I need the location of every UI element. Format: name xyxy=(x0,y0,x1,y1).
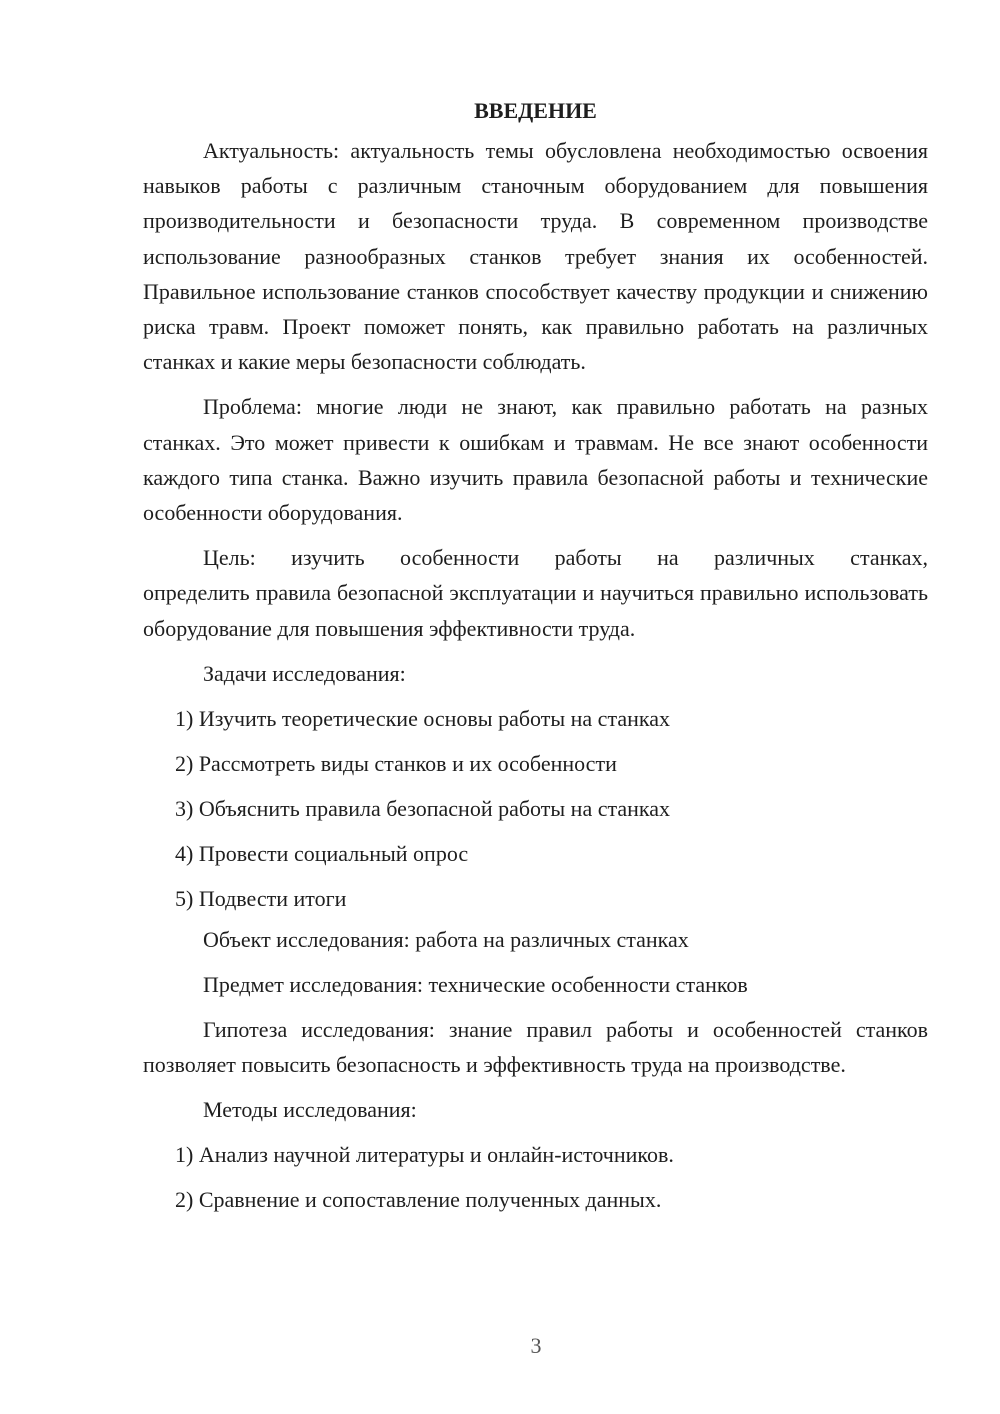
relevance-paragraph: Актуальность: актуальность темы обусловлена необходимостью освоения навыков работы с различным станочным оборудованием для повышения производительности и безопасности труда. В современном производстве использование разнообразных станков требует знания их особенностей. Правильное использование станков способствует качеству продукции и снижению риска травм. Проект поможет понять, как правильно работать на различных станках и какие меры безопасности соблюдать. xyxy=(143,138,928,375)
problem-paragraph: Проблема: многие люди не знают, как правильно работать на разных станках. Это может привести к ошибкам и травмам. Не все знают особенности каждого типа станка. Важно изучить правила безопасной работы и технические особенности оборудования. xyxy=(143,394,928,526)
goal-first-line: Цель: изучить особенности работы на различных станках, xyxy=(203,545,928,571)
subject-line: Предмет исследования: технические особенности станков xyxy=(203,971,748,997)
list-item: 3) Объяснить правила безопасной работы на станках xyxy=(175,795,671,821)
tasks-title: Задачи исследования: xyxy=(203,660,406,686)
goal-rest: определить правила безопасной эксплуатации и научиться правильно использовать оборудование для повышения эффективности труда. xyxy=(143,580,928,641)
methods-title: Методы исследования: xyxy=(203,1097,417,1123)
list-item: 1) Изучить теоретические основы работы на станках xyxy=(175,705,670,731)
list-item: 1) Анализ научной литературы и онлайн-источников. xyxy=(175,1142,674,1168)
list-item: 4) Провести социальный опрос xyxy=(175,840,469,866)
document-page xyxy=(143,97,928,1227)
list-item: 2) Сравнение и сопоставление полученных данных. xyxy=(175,1187,662,1213)
hypothesis-paragraph: Гипотеза исследования: знание правил работы и особенностей станков позволяет повысить безопасность и эффективность труда на производстве. xyxy=(143,1016,928,1078)
goal-paragraph xyxy=(143,540,928,646)
list-item: 5) Подвести итоги xyxy=(175,885,347,911)
page-number: 3 xyxy=(530,1333,542,1358)
list-item: 2) Рассмотреть виды станков и их особенности xyxy=(175,750,617,776)
object-line: Объект исследования: работа на различных станках xyxy=(203,926,689,952)
section-heading: ВВЕДЕНИЕ xyxy=(474,98,597,123)
